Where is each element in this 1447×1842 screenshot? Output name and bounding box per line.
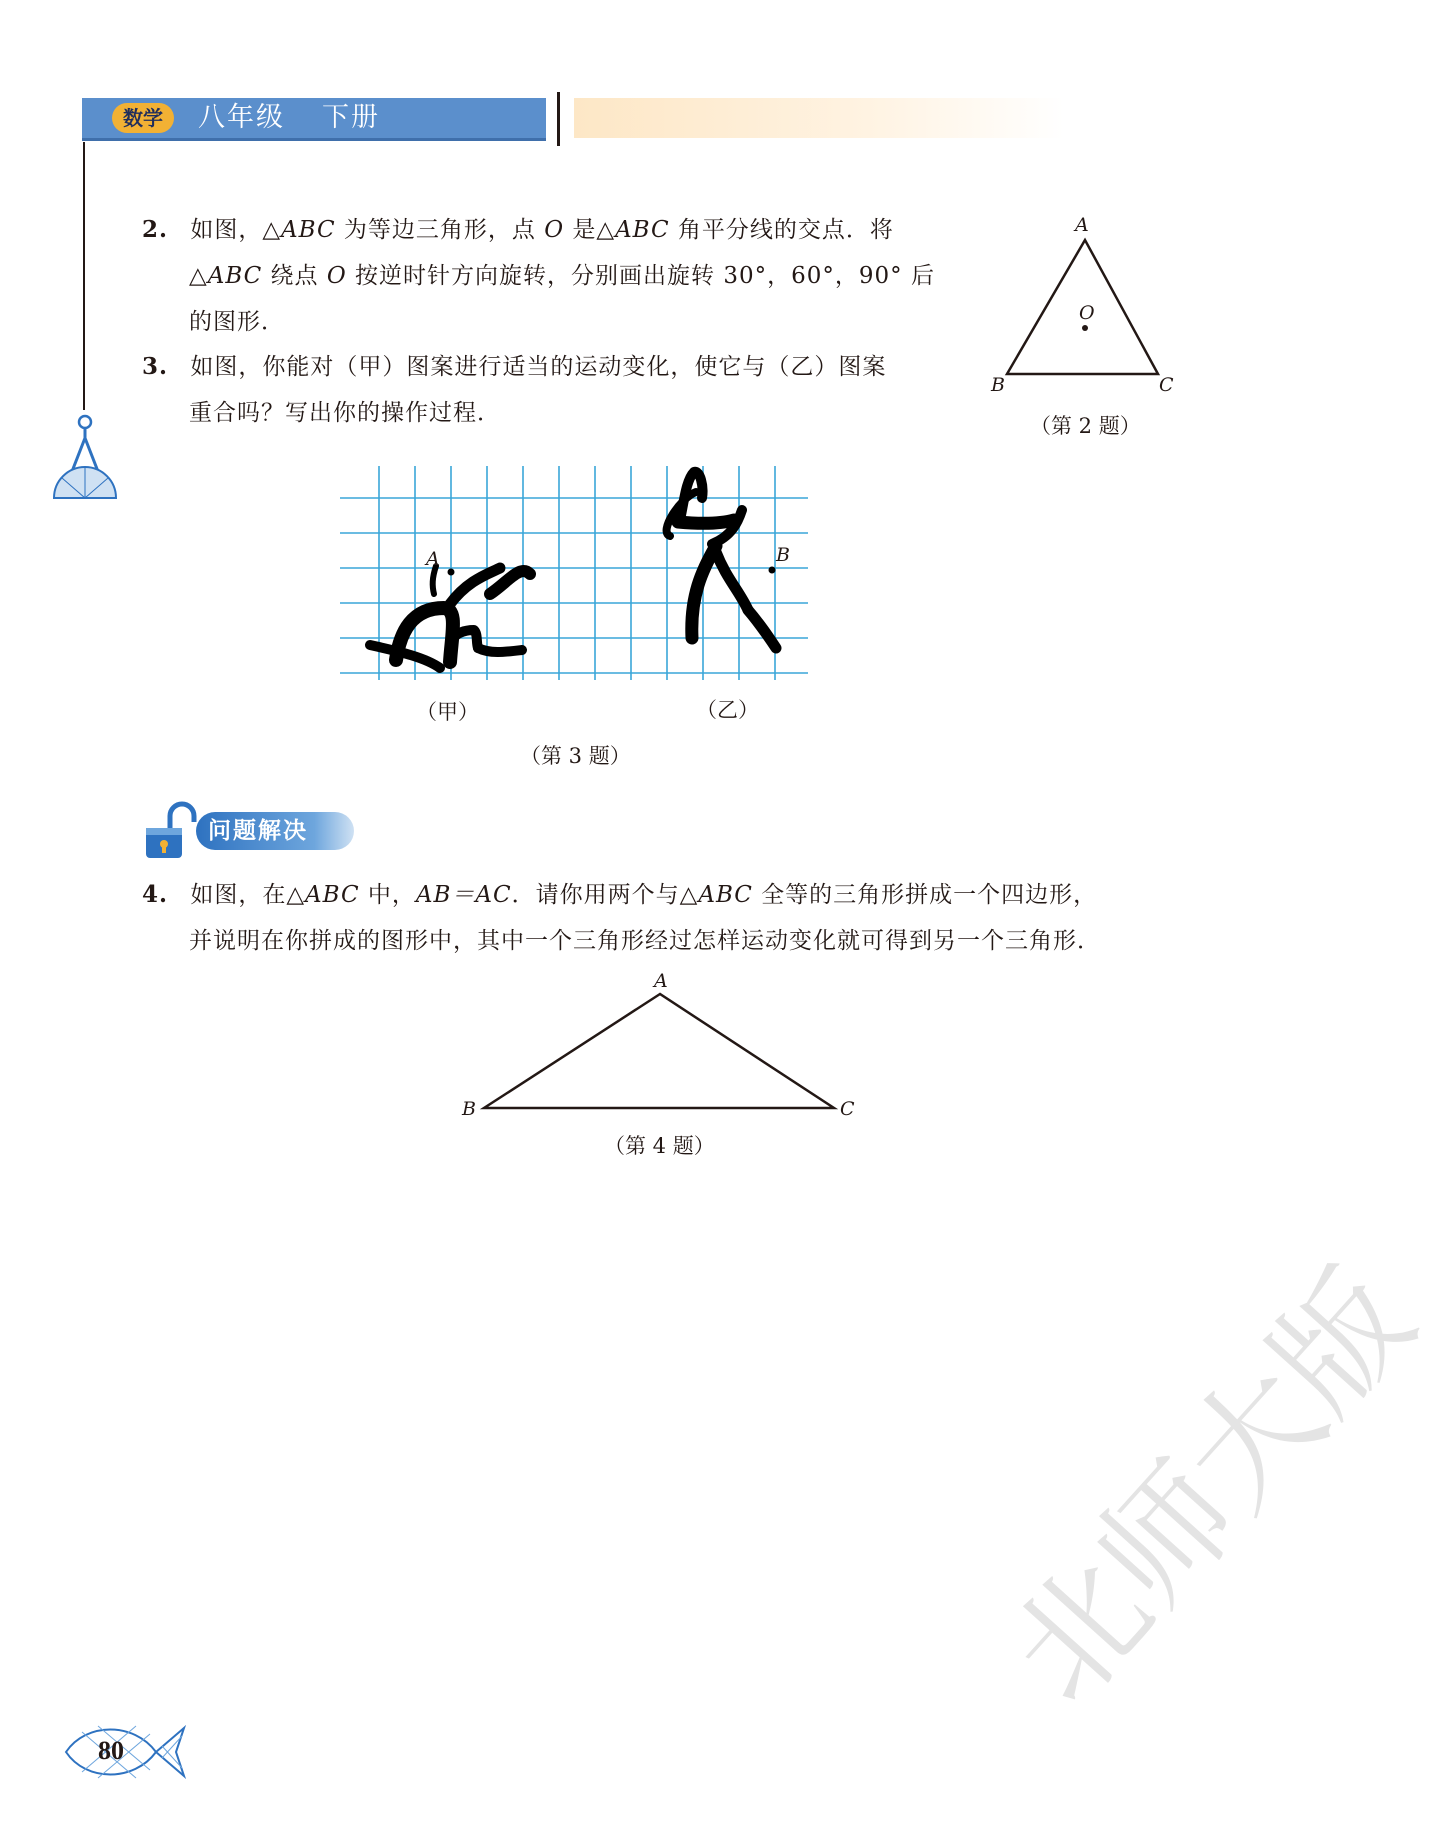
volume-label: 下册 [322, 102, 380, 133]
figure-3-caption: （第 3 题） [520, 744, 631, 768]
figure-4-triangle [470, 980, 850, 1120]
question-4-line-2: 并说明在你拼成的图形中，其中一个三角形经过怎样运动变化就可得到另一个三角形． [189, 928, 1101, 954]
figure-3-label-b: B [776, 544, 790, 566]
question-2-line-3: 的图形． [189, 309, 285, 335]
grade-label: 八年级 [198, 102, 285, 133]
question-4-line-1: 4. 如图，在△ABC 中，AB＝AC．请你用两个与△ABC 全等的三角形拼成一个四边形， [142, 881, 1098, 908]
figure-4-label-b: B [462, 1098, 476, 1120]
header-gradient-band [574, 98, 1064, 138]
figure-2-caption: （第 2 题） [1030, 414, 1141, 438]
question-number: 2. [142, 216, 169, 243]
question-3-line-2: 重合吗？写出你的操作过程． [189, 400, 501, 426]
figure-2-label-c: C [1159, 374, 1174, 396]
question-3-line-1: 3. 如图，你能对（甲）图案进行适当的运动变化，使它与（乙）图案 [142, 353, 887, 380]
figure-2-label-o: O [1079, 302, 1095, 324]
header-divider [557, 92, 560, 146]
figure-4-label-c: C [840, 1098, 855, 1120]
compass-icon [50, 412, 120, 504]
question-number: 3. [142, 353, 169, 380]
question-2-line-2: △ABC 绕点 O 按逆时针方向旋转，分别画出旋转 30°，60°，90° 后 [189, 263, 935, 289]
figure-2-label-b: B [991, 374, 1005, 396]
publisher-watermark: 北师大版 [980, 1242, 1442, 1731]
figure-3-label-a: A [426, 548, 440, 570]
page-number: 80 [98, 1736, 124, 1765]
section-title: 问题解决 [208, 818, 308, 844]
figure-4-label-a: A [654, 970, 668, 992]
unlock-icon [140, 800, 202, 862]
question-number: 4. [142, 881, 169, 908]
subject-badge: 数学 [112, 103, 174, 133]
margin-rule [83, 142, 85, 410]
figure-3-caption-right: （乙） [696, 698, 759, 722]
figure-4-caption: （第 4 题） [604, 1134, 715, 1158]
figure-3-grid [340, 462, 810, 692]
figure-2-label-a: A [1075, 214, 1089, 236]
question-2-line-1: 2. 如图，△ABC 为等边三角形，点 O 是△ABC 角平分线的交点．将 [142, 216, 894, 243]
figure-3-caption-left: （甲） [416, 700, 479, 724]
